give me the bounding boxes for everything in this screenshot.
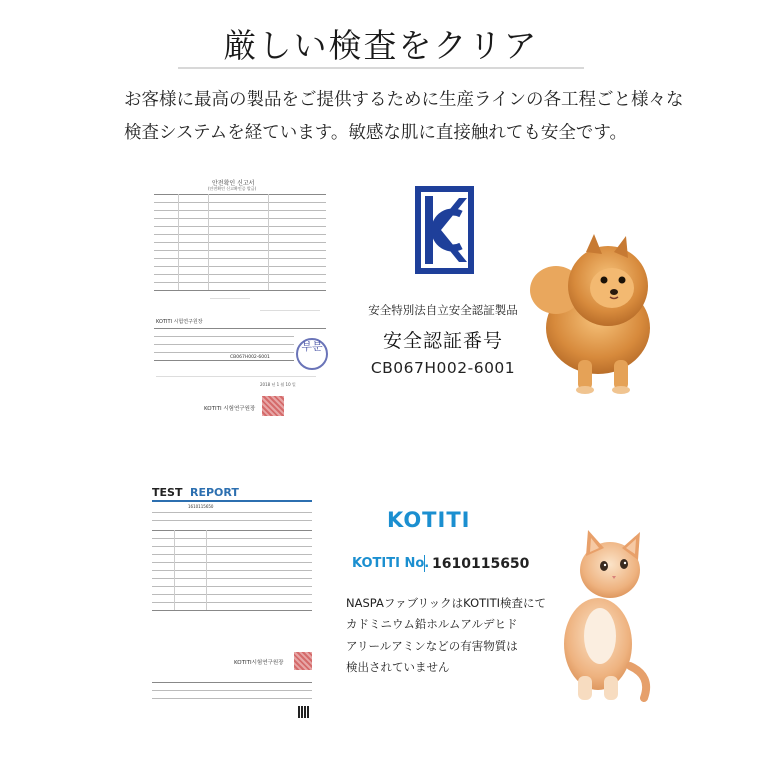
kc-caption: 安全特別法自立安全認証製品: [368, 303, 518, 317]
doc-footer-org: KOTITI 시험연구원장: [204, 406, 256, 412]
report-title-test: TEST: [152, 486, 183, 499]
kotiti-no-value: 1610115650: [432, 556, 530, 572]
page-title: 厳しい検査をクリア: [223, 26, 539, 65]
kotiti-desc-line-3: アリールアミンなどの有害物質は: [346, 639, 518, 653]
doc-seal: [262, 396, 284, 416]
intro-line-1: お客様に最高の製品をご提供するために生産ラインの各工程ごと様々な: [124, 90, 684, 110]
kotiti-logo: KOTITI: [387, 508, 471, 532]
kc-number: CB067H002-6001: [370, 359, 516, 377]
kc-mark-icon: [415, 186, 474, 274]
pomeranian-photo: [528, 228, 678, 398]
intro-line-2: 検査システムを経ています。敏感な肌に直接触れても安全です。: [124, 123, 627, 143]
kotiti-desc-line-1: NASPAファブリックはKOTITI検査にて: [346, 596, 546, 610]
test-report-document: [148, 484, 323, 724]
kitten-photo: [548, 526, 658, 706]
doc-subheading: (안전확인 신고확인증 발급): [208, 186, 257, 191]
kotiti-no-separator: [424, 555, 425, 572]
kotiti-desc-line-2: カドミニウム鉛ホルムアルデヒド: [346, 617, 518, 631]
kc-label: 安全認証番号: [382, 330, 503, 352]
doc-stamp: 부분: [296, 338, 328, 370]
kotiti-desc-line-4: 検出されていません: [346, 660, 450, 674]
doc-heading: 안전확인 신고서: [212, 180, 255, 187]
report-seal: [294, 652, 312, 670]
report-number: 1610115650: [188, 504, 214, 509]
safety-certificate-document: [150, 170, 335, 425]
report-footer-org: KOTITI시험연구원장: [234, 660, 284, 666]
doc-cert-number: CB067H002-6001: [230, 355, 270, 360]
title-divider: [178, 67, 584, 69]
qr-code-icon: [298, 706, 310, 718]
kotiti-no-label: KOTITI No.: [352, 556, 430, 571]
doc-org: KOTITI 시험연구원장: [156, 319, 203, 325]
report-title-report: REPORT: [190, 486, 239, 499]
doc-date: 2018 년 1 월 10 일: [260, 382, 296, 387]
